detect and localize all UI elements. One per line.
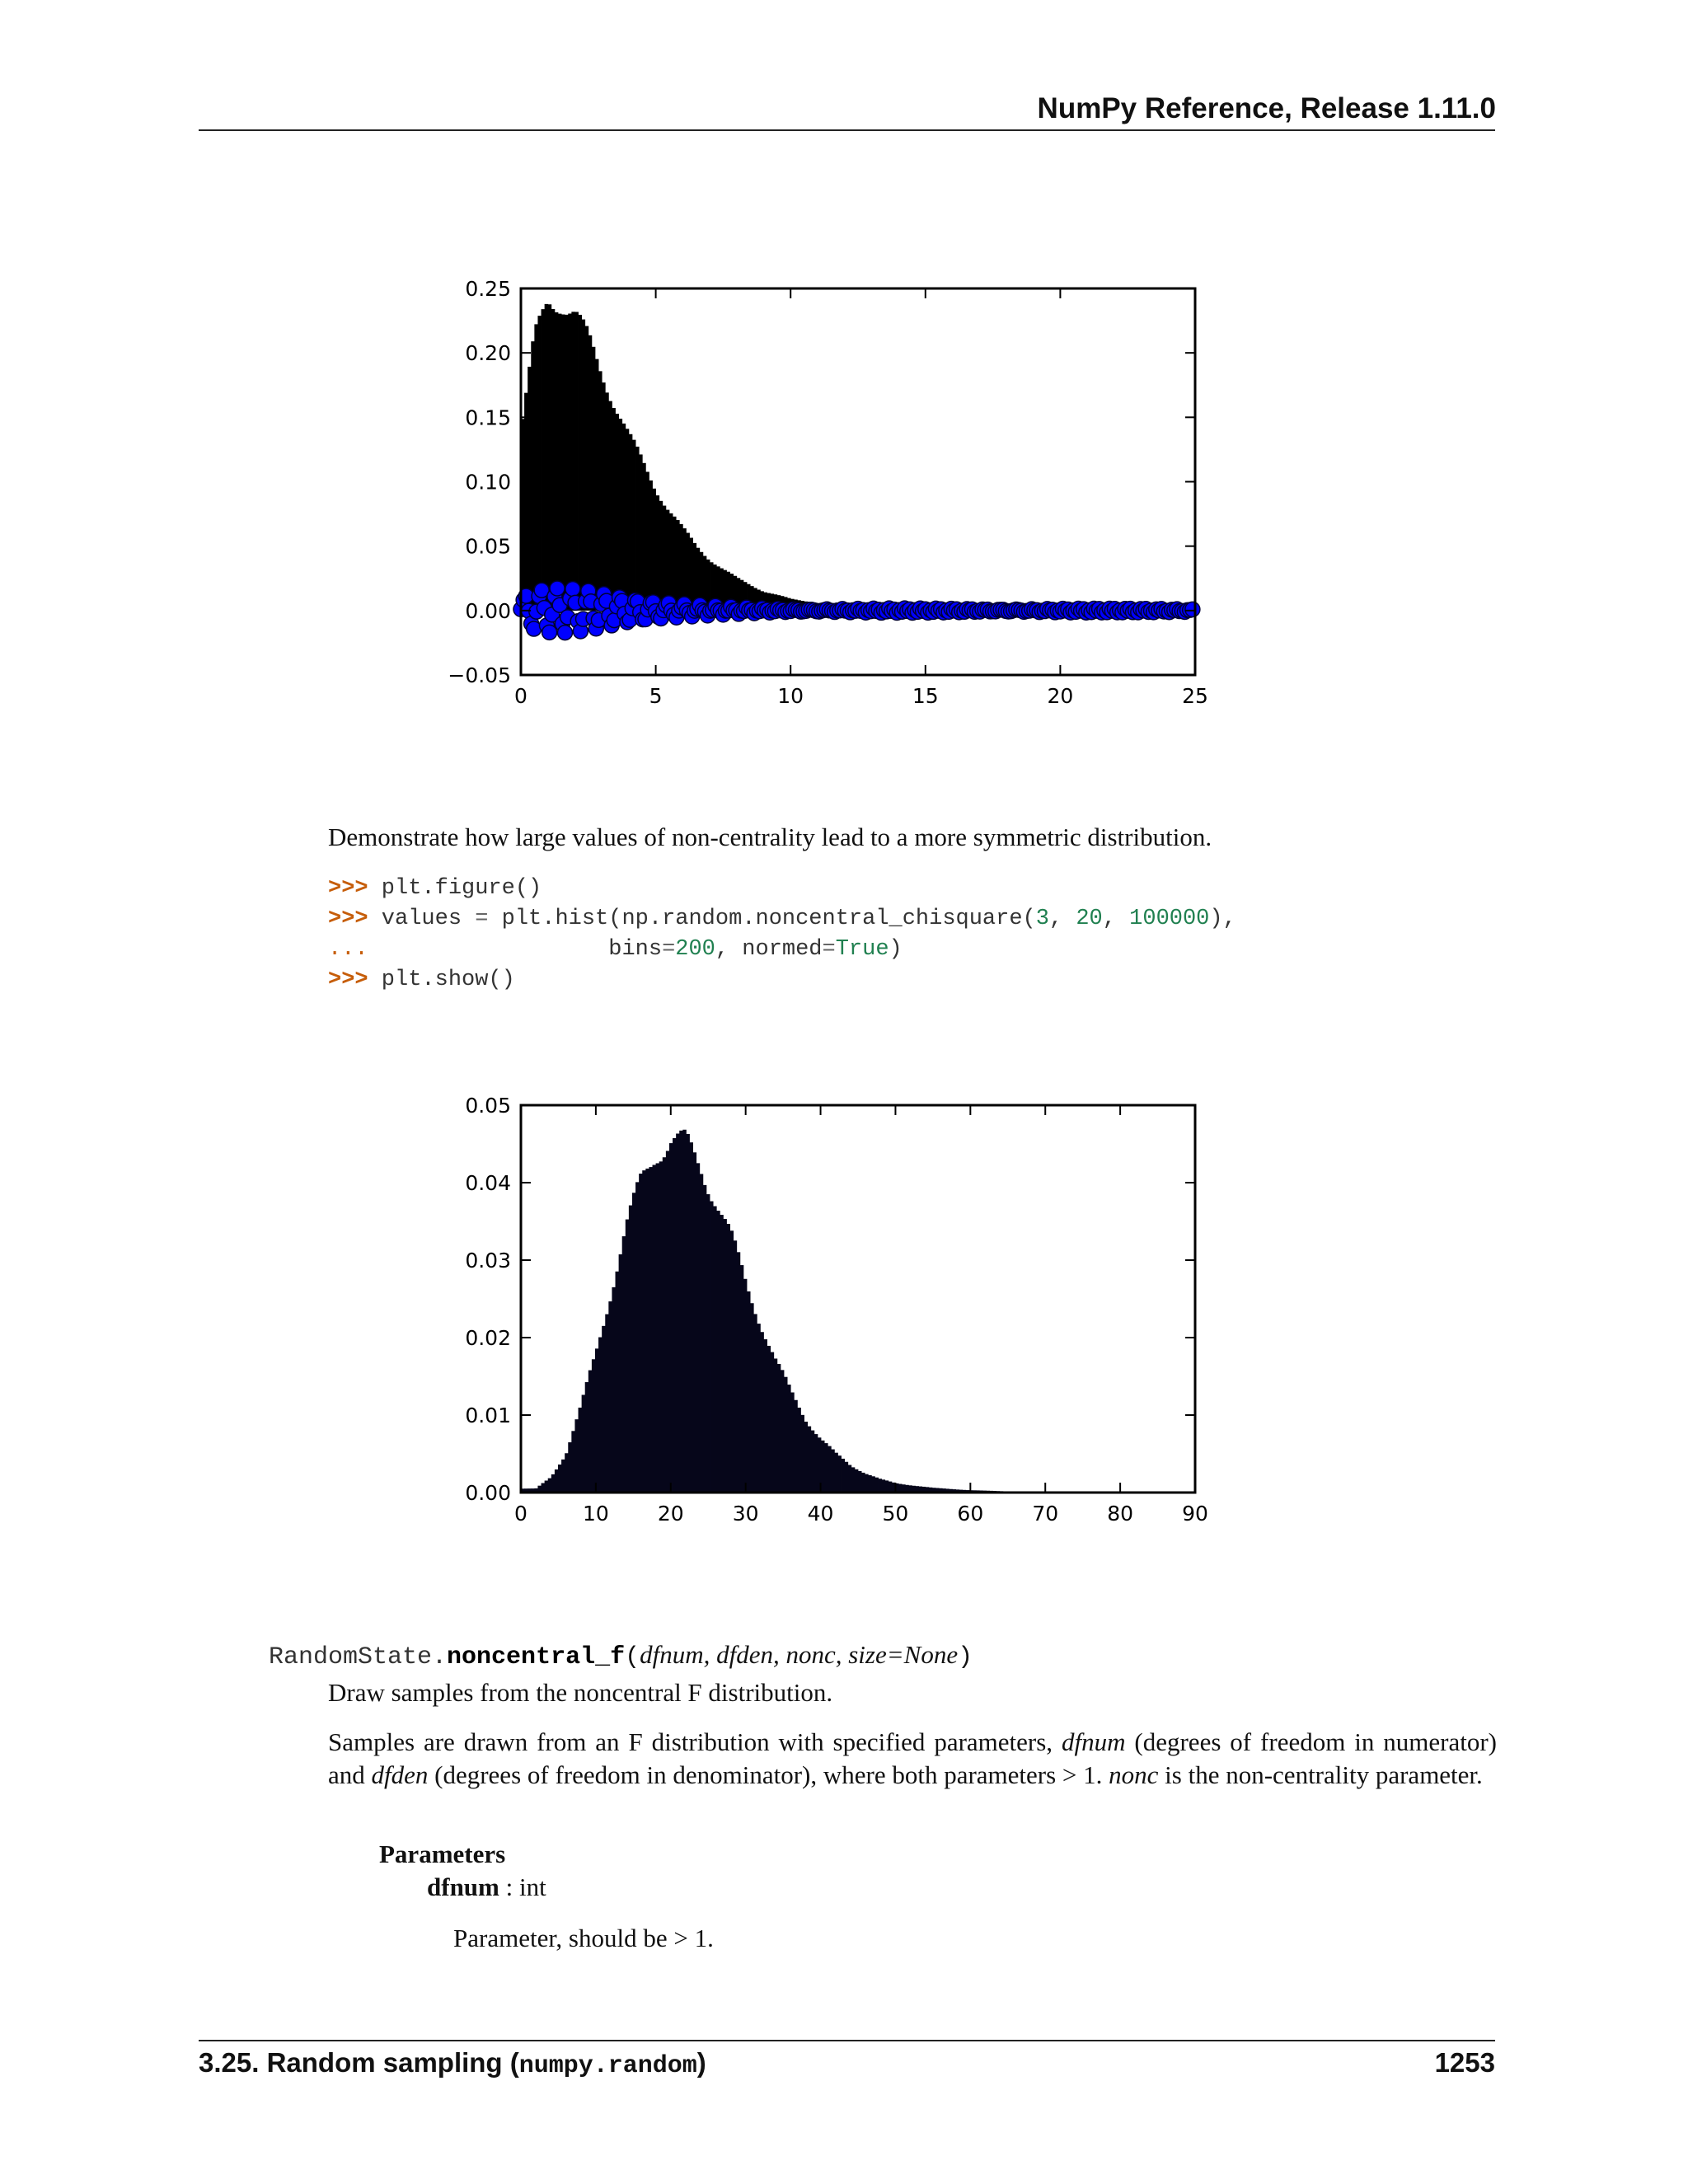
histogram-bar bbox=[595, 359, 598, 611]
histogram-bar bbox=[666, 1151, 669, 1493]
histogram-bar bbox=[619, 1254, 622, 1493]
histogram-bar bbox=[790, 1393, 794, 1493]
histogram-bar bbox=[706, 1194, 710, 1493]
histogram-bar bbox=[616, 414, 619, 611]
histogram-bar bbox=[885, 1480, 889, 1493]
x-tick-label: 60 bbox=[957, 1502, 984, 1526]
parameter-type: : int bbox=[499, 1872, 546, 1901]
parameters-heading: Parameters bbox=[379, 1840, 506, 1868]
x-tick-label: 10 bbox=[582, 1502, 609, 1526]
x-tick-label: 10 bbox=[777, 684, 804, 708]
chart-noncentral-chisquare-large-nonc bbox=[412, 1086, 1236, 1531]
histogram-bar bbox=[558, 314, 561, 611]
x-tick-label: 5 bbox=[649, 684, 663, 708]
histogram-bar bbox=[831, 1450, 834, 1493]
histogram-bar bbox=[585, 1382, 588, 1493]
histogram-bar bbox=[794, 1400, 797, 1493]
histogram-bar bbox=[889, 1482, 892, 1493]
x-tick-label: 50 bbox=[882, 1502, 909, 1526]
y-tick-label: 0.05 bbox=[465, 534, 511, 559]
y-tick-label: 0.25 bbox=[465, 277, 511, 301]
histogram-bar bbox=[635, 447, 639, 611]
histogram-bar bbox=[632, 440, 635, 611]
histogram-bar bbox=[781, 1370, 784, 1493]
histogram-bar bbox=[771, 1352, 774, 1493]
histogram-bar bbox=[730, 1230, 734, 1493]
chart-noncentral-chisquare-small-nonc bbox=[412, 264, 1236, 708]
histogram-bar bbox=[659, 501, 663, 611]
histogram-bar bbox=[669, 1143, 673, 1493]
histogram-bar bbox=[605, 392, 608, 610]
histogram-bar bbox=[551, 1474, 555, 1493]
histogram-bar bbox=[871, 1476, 874, 1493]
x-tick-label: 20 bbox=[657, 1502, 684, 1526]
data-point-marker bbox=[1185, 602, 1200, 616]
data-point-marker bbox=[557, 626, 572, 640]
histogram-bar bbox=[642, 463, 645, 611]
y-tick-label: 0.01 bbox=[465, 1404, 511, 1427]
histogram-bar bbox=[622, 424, 626, 611]
histogram-bar bbox=[626, 429, 629, 611]
parameter-name: dfnum bbox=[427, 1872, 499, 1901]
histogram-bar bbox=[834, 1453, 837, 1493]
code-example: >>> plt.figure() >>> values = plt.hist(np.random.noncentral_chisquare(3, 20, 100000), ... bins=200, normed=True) >>> plt.show() bbox=[328, 876, 1236, 992]
intro-paragraph: Demonstrate how large values of non-centrality lead to a more symmetric distribution. bbox=[328, 823, 1212, 851]
histogram-bar bbox=[750, 1303, 753, 1493]
histogram-bar bbox=[653, 1165, 656, 1493]
y-tick-label: 0.20 bbox=[465, 341, 511, 366]
y-tick-label: −0.05 bbox=[448, 663, 511, 687]
histogram-bar bbox=[612, 1287, 615, 1493]
histogram-bar bbox=[582, 320, 585, 611]
histogram-bar bbox=[676, 1133, 679, 1493]
histogram-bar bbox=[663, 506, 666, 611]
histogram-bar bbox=[548, 1479, 551, 1493]
function-description: Samples are drawn from an F distribution with specified parameters, dfnum (degrees of freedom in numerator) and dfden (degrees of freedom in denominator), where both parameters > 1. nonc is the non-centrality parameter. bbox=[328, 1727, 1497, 1789]
histogram-bar bbox=[679, 1131, 682, 1493]
histogram-bar bbox=[774, 1358, 777, 1493]
code-continuation: ... bbox=[328, 937, 368, 962]
histogram-bar bbox=[858, 1471, 861, 1493]
x-tick-label: 20 bbox=[1047, 684, 1074, 708]
histogram-bar bbox=[629, 1206, 632, 1493]
histogram-bar bbox=[787, 1385, 790, 1493]
histogram-bar bbox=[639, 454, 642, 610]
histogram-bar bbox=[608, 1301, 612, 1493]
histogram-bar bbox=[619, 419, 622, 611]
x-tick-label: 90 bbox=[1182, 1502, 1208, 1526]
histogram-bar bbox=[821, 1441, 824, 1493]
histogram-bar bbox=[568, 1442, 571, 1493]
x-tick-label: 25 bbox=[1182, 684, 1208, 708]
histogram-bar bbox=[868, 1475, 871, 1493]
histogram-bar bbox=[851, 1467, 855, 1493]
x-tick-label: 15 bbox=[912, 684, 939, 708]
footer-rule bbox=[199, 2040, 1495, 2041]
histogram-bar bbox=[726, 1224, 729, 1493]
histogram-bar bbox=[542, 1483, 545, 1493]
histogram-bar bbox=[632, 1193, 635, 1493]
histogram-bar bbox=[811, 1431, 814, 1493]
x-tick-label: 30 bbox=[732, 1502, 759, 1526]
histogram-bar bbox=[700, 1174, 703, 1493]
histogram-bar bbox=[545, 1481, 548, 1493]
histogram-bar bbox=[656, 495, 659, 611]
histogram-bar bbox=[622, 1236, 626, 1493]
histogram-bar bbox=[804, 1422, 808, 1493]
histogram-bar bbox=[642, 1170, 645, 1493]
histogram-bar bbox=[686, 1134, 689, 1493]
histogram-bar bbox=[592, 1359, 595, 1493]
histogram-bar bbox=[663, 1157, 666, 1493]
histogram-bar bbox=[845, 1462, 848, 1493]
histogram-bar bbox=[848, 1465, 851, 1493]
histogram-bar bbox=[602, 1326, 605, 1493]
function-summary: Draw samples from the noncentral F distribution. bbox=[328, 1678, 833, 1707]
y-tick-label: 0.00 bbox=[465, 1481, 511, 1505]
histogram-bar bbox=[757, 1324, 760, 1493]
histogram-bar bbox=[645, 471, 649, 610]
histogram-bar bbox=[635, 1182, 639, 1493]
header-rule bbox=[199, 129, 1495, 131]
histogram-bar bbox=[682, 1130, 686, 1493]
histogram-bar bbox=[588, 335, 592, 611]
running-header-title: NumPy Reference, Release 1.11.0 bbox=[1037, 92, 1496, 124]
histogram-bar bbox=[574, 1419, 578, 1493]
histogram-bar bbox=[534, 324, 537, 610]
histogram-bar bbox=[649, 480, 652, 611]
signature-class: RandomState. bbox=[269, 1643, 448, 1671]
histogram-bar bbox=[713, 1207, 716, 1493]
histogram-bar bbox=[808, 1427, 811, 1493]
histogram-bar bbox=[561, 315, 565, 611]
histogram-bar bbox=[800, 1415, 804, 1493]
x-tick-label: 70 bbox=[1032, 1502, 1059, 1526]
histogram-bar bbox=[605, 1315, 608, 1493]
histogram-bar bbox=[565, 1453, 568, 1493]
histogram-bar bbox=[645, 1169, 649, 1493]
data-point-marker bbox=[550, 581, 565, 596]
histogram-bar bbox=[629, 434, 632, 611]
data-point-marker bbox=[542, 625, 557, 640]
histogram-bar bbox=[865, 1474, 868, 1493]
function-signature: RandomState.noncentral_f(dfnum, dfden, nonc, size=None) bbox=[269, 1640, 973, 1671]
histogram-bar bbox=[561, 1460, 565, 1493]
histogram-bar bbox=[588, 1371, 592, 1493]
histogram-bar bbox=[528, 367, 531, 611]
histogram-bar bbox=[837, 1455, 841, 1493]
histogram-bar bbox=[545, 304, 548, 611]
histogram-bar bbox=[710, 1202, 713, 1493]
histogram-bar bbox=[767, 1346, 771, 1493]
signature-args: dfnum, dfden, nonc, size=None bbox=[640, 1640, 959, 1669]
x-tick-label: 0 bbox=[514, 1502, 528, 1526]
data-point-marker bbox=[565, 582, 580, 597]
histogram-bar bbox=[842, 1459, 845, 1493]
y-tick-label: 0.10 bbox=[465, 470, 511, 494]
histogram-bar bbox=[874, 1478, 878, 1493]
histogram-bar bbox=[720, 1215, 723, 1493]
histogram-bar bbox=[716, 1211, 720, 1493]
histogram-bar bbox=[568, 313, 571, 610]
histogram-bar bbox=[734, 1240, 737, 1493]
histogram-bar bbox=[777, 1364, 781, 1493]
footer-page-number: 1253 bbox=[1434, 2047, 1495, 2078]
histogram-bar bbox=[639, 1174, 642, 1493]
histogram-bar bbox=[531, 341, 534, 611]
parameter-dfnum bbox=[427, 1872, 546, 1902]
footer-section-title: 3.25. Random sampling (numpy.random) bbox=[199, 2047, 706, 2080]
histogram-bar bbox=[565, 315, 568, 611]
histogram-bar bbox=[855, 1469, 858, 1493]
histogram-bar bbox=[814, 1434, 818, 1493]
x-tick-label: 80 bbox=[1107, 1502, 1134, 1526]
y-tick-label: 0.05 bbox=[465, 1094, 511, 1118]
histogram-bar bbox=[602, 382, 605, 611]
histogram-bar bbox=[551, 309, 555, 611]
histogram-bar bbox=[824, 1443, 828, 1493]
histogram-bar bbox=[598, 371, 602, 610]
histogram-bar bbox=[659, 1161, 663, 1493]
histogram-bar bbox=[579, 1408, 582, 1493]
y-tick-label: 0.03 bbox=[465, 1249, 511, 1272]
signature-function-name: noncentral_f bbox=[447, 1643, 626, 1671]
histogram-bar bbox=[595, 1348, 598, 1493]
histogram-bar bbox=[653, 489, 656, 611]
histogram-bar bbox=[656, 1163, 659, 1493]
histogram-bar bbox=[879, 1479, 882, 1493]
histogram-bar bbox=[673, 1138, 676, 1493]
histogram-bar bbox=[608, 401, 612, 611]
histogram-bar bbox=[696, 1163, 700, 1493]
chart-1-svg bbox=[412, 264, 1236, 708]
y-tick-label: 0.02 bbox=[465, 1326, 511, 1350]
histogram-bar bbox=[690, 1142, 693, 1493]
histogram-bar bbox=[693, 1152, 696, 1493]
histogram-bar bbox=[753, 1314, 757, 1493]
parameter-description: Parameter, should be > 1. bbox=[453, 1924, 714, 1952]
histogram-bar bbox=[555, 312, 558, 611]
x-tick-label: 40 bbox=[807, 1502, 834, 1526]
histogram-bar bbox=[676, 520, 679, 611]
histogram-bar bbox=[723, 1219, 726, 1493]
histogram-bar bbox=[616, 1272, 619, 1493]
histogram-bar bbox=[542, 309, 545, 611]
chart-2-svg bbox=[412, 1086, 1236, 1531]
histogram-bar bbox=[649, 1167, 652, 1493]
histogram-bar bbox=[626, 1220, 629, 1493]
histogram-bar bbox=[740, 1265, 743, 1493]
histogram-bar bbox=[555, 1469, 558, 1493]
y-tick-label: 0.04 bbox=[465, 1171, 511, 1195]
y-tick-label: 0.00 bbox=[465, 598, 511, 623]
y-tick-label: 0.15 bbox=[465, 405, 511, 430]
histogram-bar bbox=[898, 1484, 902, 1493]
histogram-bar bbox=[598, 1338, 602, 1493]
x-tick-label: 0 bbox=[514, 684, 528, 708]
histogram-bar bbox=[571, 312, 574, 611]
histogram-bar bbox=[585, 326, 588, 611]
histogram-bar bbox=[797, 1408, 800, 1493]
histogram-bar bbox=[582, 1394, 585, 1493]
histogram-bar bbox=[784, 1377, 787, 1493]
histogram-bar bbox=[558, 1465, 561, 1493]
histogram-bar bbox=[737, 1252, 740, 1493]
histogram-bar bbox=[743, 1279, 747, 1493]
histogram-bar bbox=[760, 1332, 763, 1493]
code-prompt: >>> bbox=[328, 876, 368, 901]
histogram-bar bbox=[592, 347, 595, 611]
histogram-bar bbox=[574, 312, 578, 610]
histogram-bar bbox=[828, 1446, 831, 1493]
histogram-bar bbox=[612, 408, 615, 611]
histogram-bar bbox=[524, 393, 528, 611]
histogram-bar bbox=[537, 316, 541, 611]
histogram-bar bbox=[882, 1479, 885, 1493]
histogram-bar bbox=[548, 304, 551, 611]
histogram-bar bbox=[747, 1291, 750, 1493]
histogram-bar bbox=[571, 1431, 574, 1493]
histogram-bar bbox=[703, 1185, 706, 1493]
histogram-bar bbox=[763, 1339, 767, 1493]
histogram-bar bbox=[579, 315, 582, 611]
histogram-bar bbox=[861, 1473, 865, 1493]
